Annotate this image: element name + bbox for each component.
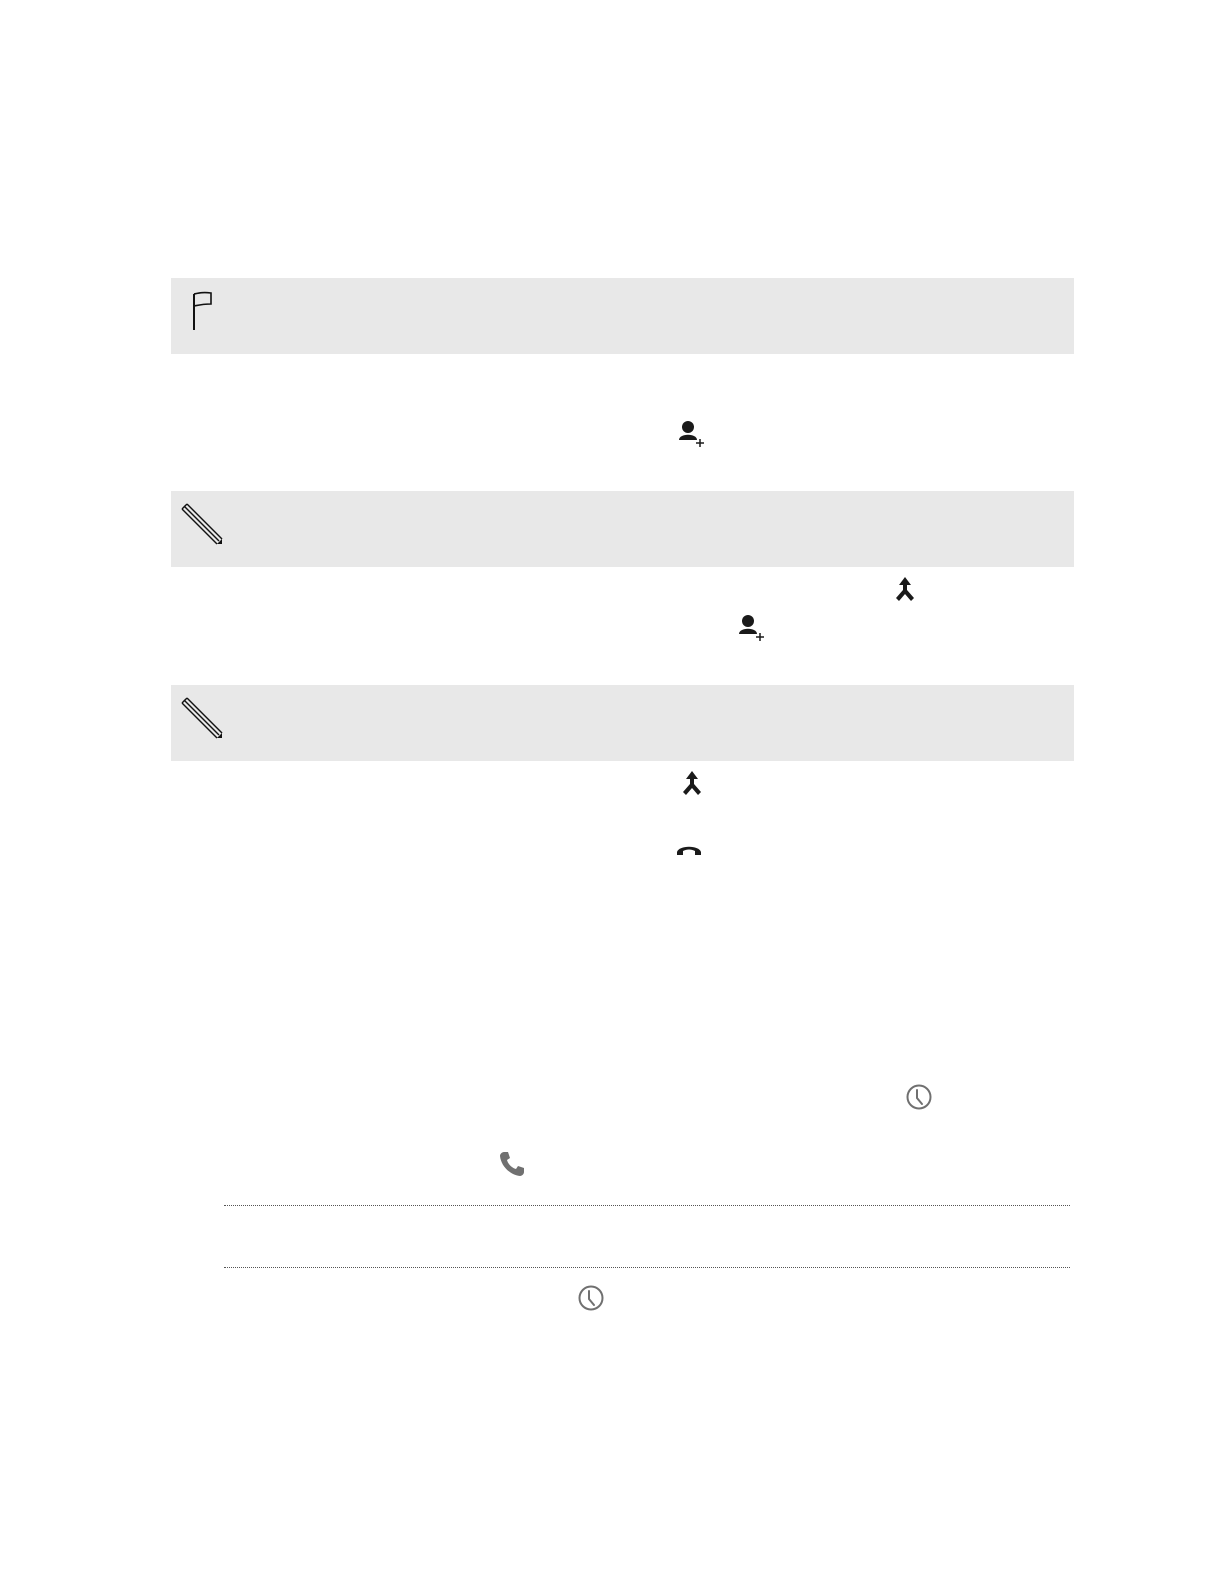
flag-icon (181, 290, 223, 332)
phone-icon (498, 1150, 526, 1178)
clock-icon (577, 1284, 605, 1312)
add-contact-icon (676, 419, 708, 449)
clock-icon (905, 1083, 933, 1111)
note-box (171, 685, 1074, 761)
dotted-divider (224, 1205, 1070, 1206)
pencil-icon (181, 697, 223, 739)
dotted-divider (224, 1267, 1070, 1268)
note-box (171, 278, 1074, 354)
merge-call-icon (681, 770, 703, 796)
note-box (171, 491, 1074, 567)
add-contact-icon (736, 613, 768, 643)
end-call-icon (675, 843, 703, 857)
merge-call-icon (894, 576, 916, 602)
pencil-icon (181, 503, 223, 545)
